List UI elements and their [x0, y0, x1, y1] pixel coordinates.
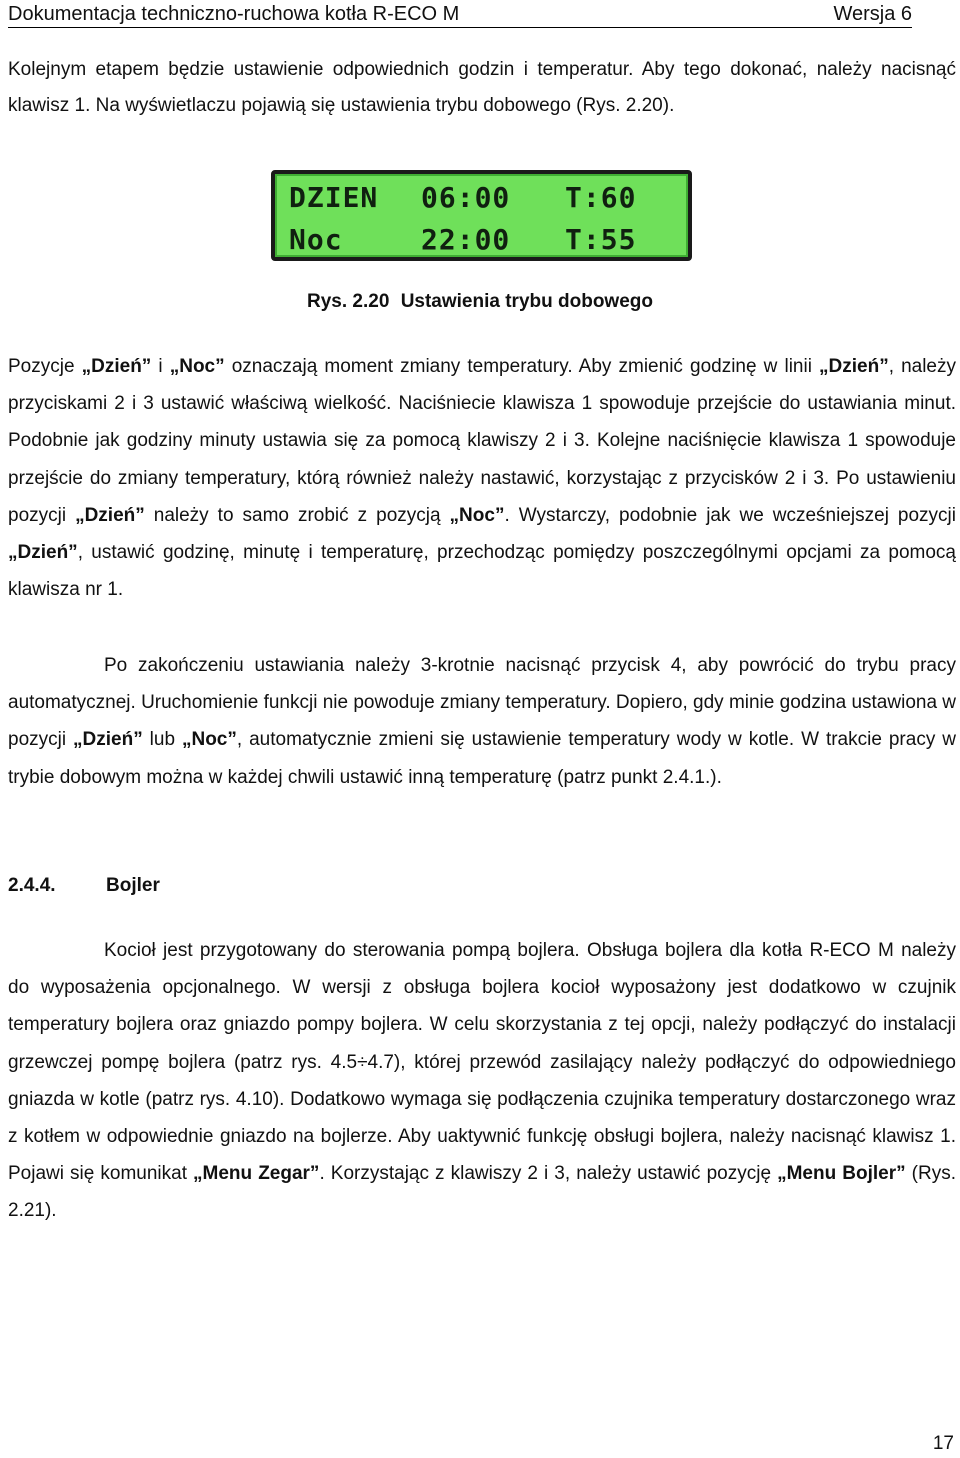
bold-term: „Noc” — [449, 504, 505, 526]
text-run: (Rys. 2.21). — [8, 1163, 956, 1222]
text-run: . Wystarczy, podobnie jak we wcześniejszej pozycji — [504, 504, 956, 526]
text-run: Kocioł jest przygotowany do sterowania pompą bojlera. Obsługa bojlera dla kotła R-ECO M należy do wyposażenia opcjonalnego. W wersji z obsługa bojlera kocioł wyposażony jest dodatkowo w czujnik temperatury bojlera oraz gniazdo pompy bojlera. W celu skorzystania z tej opcji, należy podłączyć do instalacji grzewczej pompę bojlera (patrz rys. 4.5÷4.7), której przewód zasilający należy podłączyć do odpowiedniego gniazda w kotle (patrz rys. 4.10). Dodatkowo wymaga się podłączenia czujnika temperatury dostarczonego wraz z kotłem w odpowiednie gniazdo na bojlerze. Aby uaktywnić funkcję obsługi bojlera, należy nacisnąć klawisz 1. Pojawi się komunikat — [8, 940, 956, 1185]
figure-caption — [0, 287, 960, 317]
text-run: . Korzystając z klawiszy 2 i 3, należy ustawić pozycję — [319, 1163, 778, 1185]
lcd-day-label: DZIEN — [289, 181, 379, 214]
section-title: Bojler — [106, 875, 160, 896]
bold-term: „Menu Bojler” — [777, 1163, 906, 1185]
bold-term: „Noc” — [169, 356, 225, 377]
bold-term: „Dzień” — [75, 504, 145, 526]
bold-term: „Dzień” — [8, 542, 78, 564]
bold-term: „Dzień” — [81, 356, 152, 377]
lcd-night-label: Noc — [289, 223, 343, 256]
text-run: i — [151, 356, 170, 377]
text-run: oznaczają moment zmiany temperatury. Aby zmienić godzinę w linii — [224, 356, 820, 377]
positions-paragraph — [8, 348, 956, 608]
lcd-display-figure — [271, 170, 692, 261]
lcd-row-day — [287, 180, 676, 216]
intro-text: Kolejnym etapem będzie ustawienie odpowiednich godzin i temperatur. Aby tego dokonać, należy nacisnąć klawisz 1. Na wyświetlaczu pojawią się ustawienia trybu dobowego (Rys. 2.20). — [8, 59, 956, 116]
lcd-night-time: 22:00 — [421, 223, 511, 256]
figure-label: Rys. 2.20 — [307, 291, 390, 312]
text-run: , automatycznie zmieni się ustawienie temperatury wody w kotle. W trakcie pracy w trybie dobowym można w każdej chwili ustawić inną temperaturę (patrz punkt 2.4.1.). — [8, 729, 956, 788]
section-heading — [8, 868, 160, 904]
bold-term: „Noc” — [181, 729, 237, 751]
lcd-display — [271, 170, 692, 261]
lcd-day-time: 06:00 — [421, 181, 511, 214]
header-version: Wersja 6 — [833, 3, 912, 25]
bold-term: „Dzień” — [73, 729, 143, 751]
page-number: 17 — [932, 1433, 954, 1454]
bold-term: „Menu Zegar” — [193, 1163, 320, 1185]
header-title: Dokumentacja techniczno-ruchowa kotła R-ECO M — [8, 3, 460, 25]
text-run: , ustawić godzinę, minutę i temperaturę, przechodząc pomiędzy poszczególnymi opcjami za pomocą klawisza nr 1. — [8, 542, 956, 601]
figure-caption-text: Ustawienia trybu dobowego — [400, 291, 653, 312]
lcd-row-night — [287, 222, 676, 258]
text-run: Po zakończeniu ustawiania należy 3-krotnie nacisnąć przycisk 4, aby powrócić do trybu pracy automatycznej. Uruchomienie funkcji nie powoduje zmiany temperatury. Dopiero, gdy minie godzina ustawiona w pozycji — [8, 655, 957, 751]
section-number: 2.4.4. — [8, 875, 56, 896]
bold-term: „Dzień” — [819, 356, 889, 377]
page-header — [8, 0, 912, 28]
lcd-day-temp: T:60 — [565, 181, 637, 214]
intro-paragraph — [8, 52, 956, 124]
text-run: , należy przyciskami 2 i 3 ustawić właściwą wielkość. Naciśniecie klawisza 1 spowoduje przejście do ustawiania minut. Podobnie jak godziny minuty ustawia się za pomocą klawiszy 2 i 3. Kolejne naciśnięcie klawisza 1 spowoduje przejście do zmiany temperatury, którą również należy nastawić, korzystając z przycisków 2 i 3. Po ustawieniu pozycji — [8, 356, 956, 526]
finish-paragraph — [8, 647, 956, 796]
text-run: należy to samo zrobić z pozycją — [144, 504, 450, 526]
lcd-night-temp: T:55 — [565, 223, 637, 256]
boiler-paragraph — [8, 932, 956, 1230]
text-run: lub — [142, 729, 182, 751]
text-run: Pozycje — [8, 356, 82, 377]
